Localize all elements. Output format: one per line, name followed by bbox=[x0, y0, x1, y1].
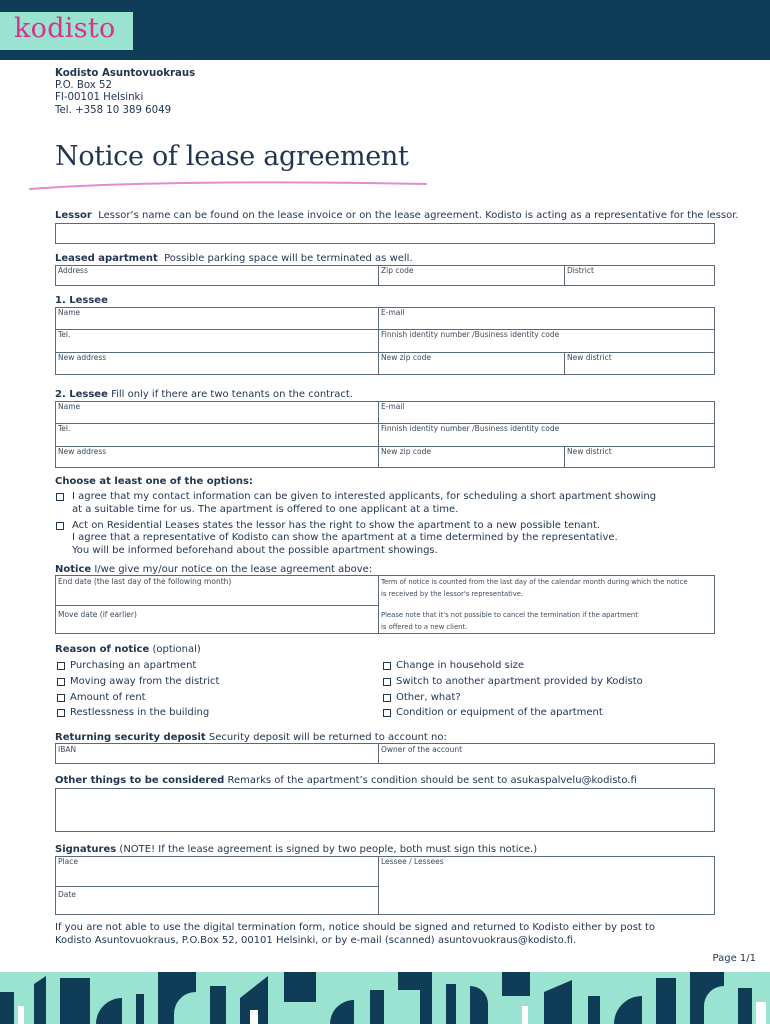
reason-moving-label: Moving away from the district bbox=[70, 676, 220, 687]
lessee1-id-field[interactable]: Finnish identity number /Business identity code bbox=[381, 330, 560, 339]
lessee2-heading: 2. Lessee Fill only if there are two tenants on the contract. bbox=[55, 389, 353, 400]
term-note-line2: is received by the lessor's representative. bbox=[381, 590, 524, 598]
option2-line2: I agree that a representative of Kodisto can show the apartment at a time determined by the representative. bbox=[72, 532, 618, 543]
reason-other-label: Other, what? bbox=[396, 692, 461, 703]
lessee2-tel-field[interactable]: Tel. bbox=[58, 424, 71, 433]
lessee2-box bbox=[55, 401, 715, 468]
lessor-heading: Lessor Lessor’s name can be found on the lease invoice or on the lease agreement. Kodisto is acting as a representative for the lessor. bbox=[55, 210, 739, 221]
reason-switch-label: Switch to another apartment provided by Kodisto bbox=[396, 676, 643, 687]
lessee2-new-zip-field[interactable]: New zip code bbox=[381, 447, 431, 456]
lessee2-new-district-field[interactable]: New district bbox=[567, 447, 612, 456]
title-underline-swash bbox=[28, 178, 428, 192]
address-field[interactable]: Address bbox=[58, 266, 88, 275]
lessee2-new-address-field[interactable]: New address bbox=[58, 447, 107, 456]
reason-condition-checkbox[interactable] bbox=[383, 709, 391, 717]
option2-line3: You will be informed beforehand about the possible apartment showings. bbox=[72, 545, 438, 556]
kodisto-logo: kodisto bbox=[0, 12, 133, 50]
po-box: P.O. Box 52 bbox=[55, 80, 113, 92]
move-date-field[interactable]: Move date (if earlier) bbox=[58, 610, 137, 619]
iban-field[interactable]: IBAN bbox=[58, 745, 77, 754]
lessee2-id-field[interactable]: Finnish identity number /Business identity code bbox=[381, 424, 560, 433]
option1-line2: at a suitable time for us. The apartment is offered to one applicant at a time. bbox=[72, 504, 459, 515]
lessee1-new-district-field[interactable]: New district bbox=[567, 353, 612, 362]
option1-line1: I agree that my contact information can be given to interested applicants, for scheduling a short apartment showing bbox=[72, 491, 657, 502]
term-note-line1: Term of notice is counted from the last day of the calendar month during which the notice bbox=[381, 578, 688, 586]
reason-household-label: Change in household size bbox=[396, 660, 525, 671]
reason-switch-checkbox[interactable] bbox=[383, 678, 391, 686]
place-field[interactable]: Place bbox=[58, 857, 78, 866]
lessee1-name-field[interactable]: Name bbox=[58, 308, 81, 317]
representative-showing-checkbox[interactable] bbox=[56, 522, 64, 530]
date-field[interactable]: Date bbox=[58, 890, 76, 899]
sender-address bbox=[55, 68, 195, 117]
lessee1-tel-field[interactable]: Tel. bbox=[58, 330, 71, 339]
lessee1-heading: 1. Lessee bbox=[55, 295, 108, 306]
zip-code-field[interactable]: Zip code bbox=[381, 266, 414, 275]
end-date-field[interactable]: End date (the last day of the following month) bbox=[58, 577, 232, 586]
reason-purchasing-checkbox[interactable] bbox=[57, 662, 65, 670]
deposit-heading: Returning security deposit Security deposit will be returned to account no: bbox=[55, 732, 447, 743]
reason-household-checkbox[interactable] bbox=[383, 662, 391, 670]
reason-condition-label: Condition or equipment of the apartment bbox=[396, 707, 603, 718]
lessee2-name-field[interactable]: Name bbox=[58, 402, 81, 411]
option2-line1: Act on Residential Leases states the lessor has the right to show the apartment to a new possible tenant. bbox=[72, 520, 601, 531]
telephone: Tel. +358 10 389 6049 bbox=[55, 104, 172, 116]
lessor-field[interactable] bbox=[55, 223, 715, 244]
notice-heading: Notice I/we give my/our notice on the lease agreement above: bbox=[55, 564, 373, 575]
reason-heading: Reason of notice (optional) bbox=[55, 644, 201, 655]
cancel-note-line2: is offered to a new client. bbox=[381, 623, 468, 631]
reason-purchasing-label: Purchasing an apartment bbox=[70, 660, 197, 671]
reason-moving-checkbox[interactable] bbox=[57, 678, 65, 686]
reason-other-checkbox[interactable] bbox=[383, 694, 391, 702]
lessee2-email-field[interactable]: E-mail bbox=[381, 402, 405, 411]
reason-rent-label: Amount of rent bbox=[70, 692, 146, 703]
other-remarks-field[interactable] bbox=[55, 788, 715, 832]
page-title: Notice of lease agreement bbox=[55, 141, 409, 172]
other-heading: Other things to be considered Remarks of the apartment’s condition should be sent to asukaspalvelu@kodisto.fi bbox=[55, 775, 637, 786]
footnote-line2: Kodisto Asuntovuokraus, P.O.Box 52, 00101 Helsinki, or by e-mail (scanned) asuntovuokraus@kodisto.fi. bbox=[55, 935, 577, 946]
footer-pattern bbox=[0, 972, 770, 1024]
account-owner-field[interactable]: Owner of the account bbox=[381, 745, 463, 754]
decorative-footer bbox=[0, 972, 770, 1024]
company-name: Kodisto Asuntovuokraus bbox=[55, 68, 196, 79]
lessee1-email-field[interactable]: E-mail bbox=[381, 308, 405, 317]
options-heading: Choose at least one of the options: bbox=[55, 476, 253, 487]
district-field[interactable]: District bbox=[567, 266, 594, 275]
page-number: Page 1/1 bbox=[712, 953, 756, 964]
reason-restlessness-checkbox[interactable] bbox=[57, 709, 65, 717]
city: FI-00101 Helsinki bbox=[55, 92, 144, 104]
cancel-note-line1: Please note that it's not possible to cancel the termination if the apartment bbox=[381, 611, 638, 619]
lessee1-box bbox=[55, 307, 715, 375]
showing-consent-checkbox[interactable] bbox=[56, 493, 64, 501]
lessee1-new-address-field[interactable]: New address bbox=[58, 353, 107, 362]
reason-restlessness-label: Restlessness in the building bbox=[70, 707, 210, 718]
signatures-heading: Signatures (NOTE! If the lease agreement is signed by two people, both must sign this notice.) bbox=[55, 844, 538, 855]
leased-apartment-heading: Leased apartment Possible parking space will be terminated as well. bbox=[55, 253, 413, 264]
lessee1-new-zip-field[interactable]: New zip code bbox=[381, 353, 431, 362]
footnote-line1: If you are not able to use the digital termination form, notice should be signed and returned to Kodisto either by post to bbox=[55, 922, 656, 933]
reason-rent-checkbox[interactable] bbox=[57, 694, 65, 702]
lessee-signature-field[interactable]: Lessee / Lessees bbox=[381, 857, 444, 866]
